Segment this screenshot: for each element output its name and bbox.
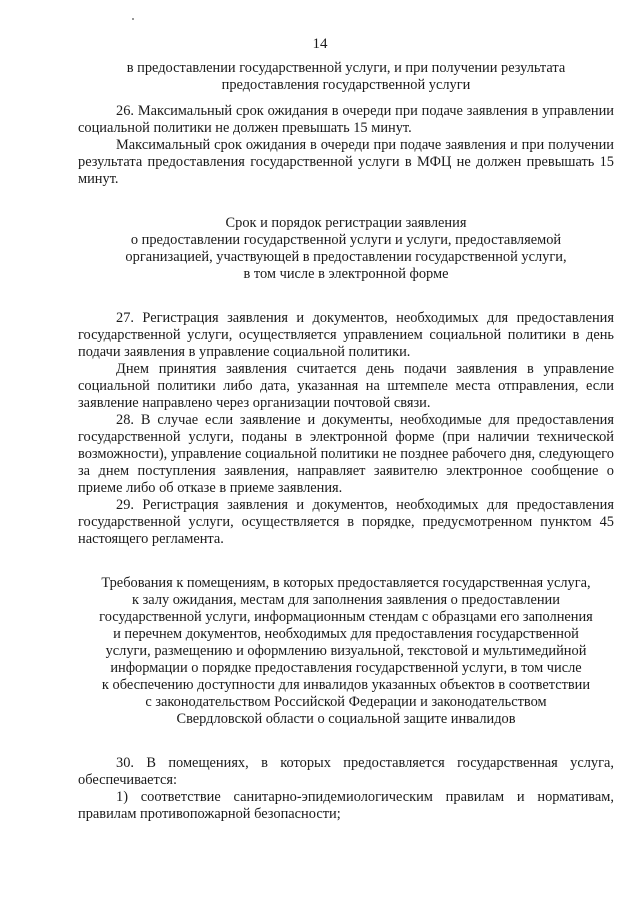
page-body	[78, 60, 614, 823]
continuation-line: в предоставлении государственной услуги, и при получении результата	[126, 60, 566, 76]
paragraph-28: 28. В случае если заявление и документы, необходимые для предоставления государственной услуги, поданы в электронной форме (при наличии технической возможности), управление социальной политики не позднее рабочего дня, следующего за днем поступления заявления, направляет заявителю электронное сообщение о приеме либо об отказе в приеме заявления.	[78, 412, 614, 496]
section-heading-line: о предоставлении государственной услуги и услуги, предоставляемой	[130, 232, 562, 248]
paragraph-29: 29. Регистрация заявления и документов, необходимых для предоставления государственной услуги, осуществляется в порядке, предусмотренном пунктом 45 настоящего регламента.	[78, 497, 614, 547]
continuation-line: предоставления государственной услуги	[221, 77, 471, 93]
section-heading-line: Требования к помещениям, в которых предоставляется государственная услуга,	[101, 575, 591, 591]
scan-speck	[132, 18, 134, 20]
section-heading-line: информации о порядке предоставления государственной услуги, в том числе	[110, 660, 582, 676]
section-heading-line: к залу ожидания, местам для заполнения заявления о предоставлении	[132, 592, 560, 608]
section-heading-line: Свердловской области о социальной защите инвалидов	[176, 711, 516, 727]
paragraph-26: 26. Максимальный срок ожидания в очереди при подаче заявления в управлении социальной политики не должен превышать 15 минут.	[78, 103, 614, 136]
section-heading-line: и перечнем документов, необходимых для предоставления государственной	[113, 626, 579, 642]
paragraph-27-cont: Днем принятия заявления считается день подачи заявления в управление социальной политики либо дата, указанная на штемпеле места отправления, если заявление направлено через организации почтовой связи.	[78, 361, 614, 411]
section-heading-line: с законодательством Российской Федерации и законодательством	[145, 694, 547, 710]
paragraph-30: 30. В помещениях, в которых предоставляется государственная услуга, обеспечивается:	[78, 755, 614, 788]
paragraph-30-item-1: 1) соответствие санитарно-эпидемиологическим правилам и нормативам, правилам противопожарной безопасности;	[78, 789, 614, 822]
section-heading-line: услуги, размещению и оформлению визуальной, текстовой и мультимедийной	[105, 643, 587, 659]
paragraph-26-cont: Максимальный срок ожидания в очереди при подаче заявления и при получении результата предоставления государственной услуги в МФЦ не должен превышать 15 минут.	[78, 137, 614, 187]
section-heading-line: государственной услуги, информационным стендам с образцами его заполнения	[99, 609, 593, 625]
section-heading-line: Срок и порядок регистрации заявления	[225, 215, 467, 231]
section-heading-line: организацией, участвующей в предоставлении государственной услуги,	[125, 249, 567, 265]
section-heading-line: в том числе в электронной форме	[243, 266, 449, 282]
paragraph-27: 27. Регистрация заявления и документов, необходимых для предоставления государственной услуги, осуществляется управлением социальной политики в день подачи заявления в управление социальной политики.	[78, 310, 614, 360]
page-number: 14	[312, 36, 328, 52]
section-heading-line: к обеспечению доступности для инвалидов указанных объектов в соответствии	[101, 677, 591, 693]
